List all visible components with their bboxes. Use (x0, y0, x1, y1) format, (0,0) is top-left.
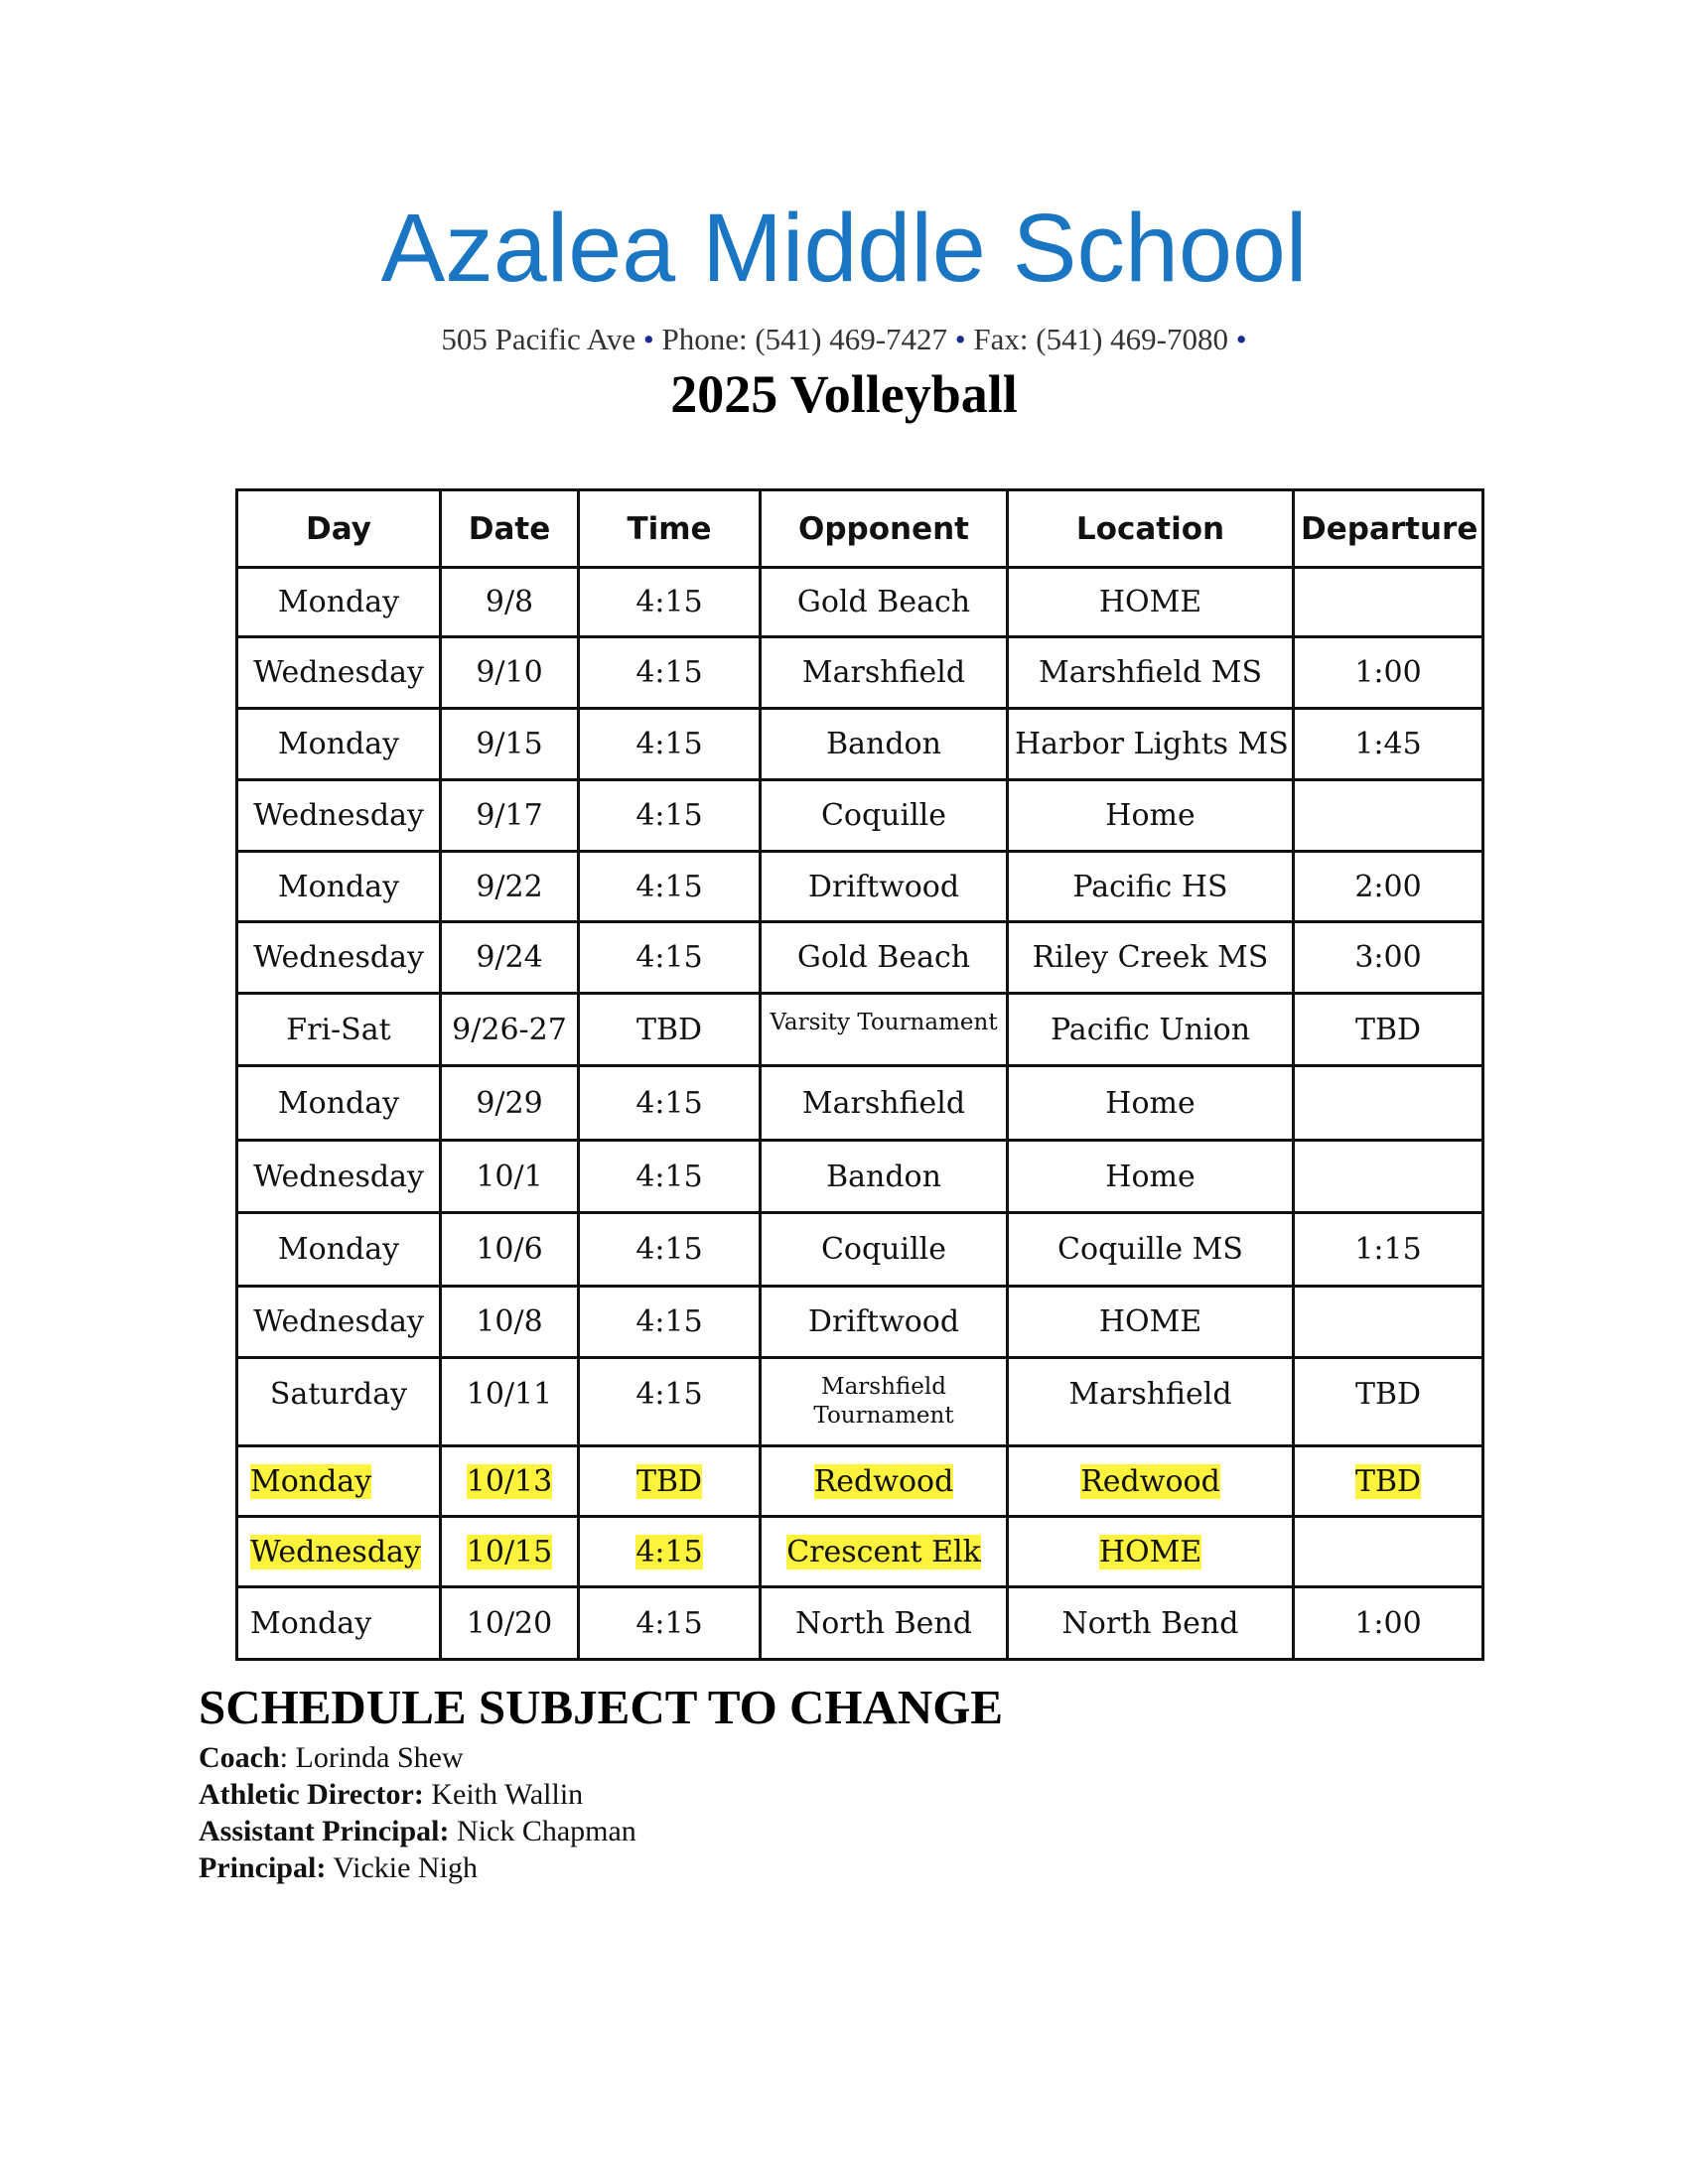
cell-date: 10/11 (441, 1358, 579, 1446)
cell-time: 4:15 (579, 1287, 761, 1358)
highlighted-text: HOME (1098, 1534, 1202, 1570)
bullet-separator: • (642, 322, 654, 356)
highlighted-text: Crescent Elk (786, 1534, 981, 1570)
cell-day: Wednesday (237, 922, 441, 994)
cell-time: 4:15 (579, 637, 761, 709)
table-row (237, 1141, 1483, 1213)
cell-location: Coquille MS (1008, 1213, 1294, 1287)
highlighted-text: 4:15 (635, 1534, 703, 1570)
opponent-line: Marshfield (821, 1374, 946, 1400)
cell-opponent: Varsity Tournament (761, 994, 1008, 1066)
fax-number: Fax: (541) 469-7080 (973, 322, 1228, 356)
cell-date: 10/20 (441, 1587, 579, 1660)
highlighted-text: Redwood (1080, 1463, 1220, 1499)
cell-opponent: Gold Beach (761, 922, 1008, 994)
cell-day (237, 1446, 441, 1517)
table-row (237, 994, 1483, 1066)
table-row (237, 1066, 1483, 1141)
cell-day: Monday (237, 1066, 441, 1141)
staff-role: Principal: (199, 1851, 327, 1884)
cell-departure (1294, 568, 1483, 637)
table-row (237, 1213, 1483, 1287)
highlighted-text: Redwood (813, 1463, 954, 1499)
cell-departure: 1:45 (1294, 709, 1483, 780)
highlighted-text: Wednesday (250, 1534, 421, 1570)
cell-departure (1294, 780, 1483, 852)
cell-date: 9/29 (441, 1066, 579, 1141)
table-row (237, 780, 1483, 852)
staff-line (199, 1813, 636, 1849)
cell-time: 4:15 (579, 1358, 761, 1446)
cell-day: Saturday (237, 1358, 441, 1446)
cell-opponent: Bandon (761, 709, 1008, 780)
cell-day: Monday (237, 568, 441, 637)
cell-location: Pacific Union (1008, 994, 1294, 1066)
table-header-row (237, 490, 1483, 568)
opponent-line: Tournament (813, 1403, 954, 1429)
cell-location: Home (1008, 1066, 1294, 1141)
cell-departure (1294, 1517, 1483, 1587)
document-title: 2025 Volleyball (670, 364, 1018, 424)
cell-day (237, 1517, 441, 1587)
staff-name: Lorinda Shew (295, 1741, 464, 1774)
cell-day: Monday (237, 1213, 441, 1287)
cell-departure: 1:00 (1294, 637, 1483, 709)
table-row (237, 922, 1483, 994)
school-name: Azalea Middle School (380, 194, 1308, 302)
cell-date: 9/26-27 (441, 994, 579, 1066)
contact-line (0, 320, 1688, 359)
cell-date: 9/24 (441, 922, 579, 994)
highlighted-text: Monday (250, 1463, 372, 1499)
staff-name: Vickie Nigh (333, 1851, 478, 1884)
cell-departure: 1:00 (1294, 1587, 1483, 1660)
cell-time: 4:15 (579, 922, 761, 994)
cell-location: North Bend (1008, 1587, 1294, 1660)
staff-name: Nick Chapman (457, 1815, 636, 1847)
cell-date: 9/10 (441, 637, 579, 709)
table-row (237, 1587, 1483, 1660)
column-header-day: Day (237, 490, 441, 568)
cell-date: 9/22 (441, 852, 579, 922)
cell-time: 4:15 (579, 709, 761, 780)
table-row (237, 709, 1483, 780)
table-row (237, 852, 1483, 922)
cell-location (1008, 1517, 1294, 1587)
cell-time: 4:15 (579, 780, 761, 852)
cell-time: TBD (579, 994, 761, 1066)
cell-time (579, 1517, 761, 1587)
column-header-location: Location (1008, 490, 1294, 568)
cell-location: Pacific HS (1008, 852, 1294, 922)
cell-day: Wednesday (237, 637, 441, 709)
staff-role: Athletic Director: (199, 1778, 424, 1811)
cell-opponent: Marshfield (761, 1066, 1008, 1141)
cell-opponent: Bandon (761, 1141, 1008, 1213)
cell-opponent: Marshfield (761, 637, 1008, 709)
cell-date: 9/15 (441, 709, 579, 780)
cell-time: 4:15 (579, 1141, 761, 1213)
cell-day: Wednesday (237, 1141, 441, 1213)
cell-date: 9/17 (441, 780, 579, 852)
cell-departure: TBD (1294, 994, 1483, 1066)
cell-location: Marshfield (1008, 1358, 1294, 1446)
cell-day: Fri-Sat (237, 994, 441, 1066)
cell-departure (1294, 1141, 1483, 1213)
column-header-opponent: Opponent (761, 490, 1008, 568)
staff-role: Assistant Principal: (199, 1815, 450, 1847)
cell-date: 9/8 (441, 568, 579, 637)
cell-location: HOME (1008, 1287, 1294, 1358)
cell-time: 4:15 (579, 1066, 761, 1141)
cell-location: Home (1008, 780, 1294, 852)
cell-time: 4:15 (579, 568, 761, 637)
cell-opponent: Driftwood (761, 852, 1008, 922)
schedule-table (235, 488, 1484, 1661)
phone-number: Phone: (541) 469-7427 (661, 322, 948, 356)
table-row-highlighted (237, 1517, 1483, 1587)
staff-list (199, 1739, 636, 1886)
staff-role: Coach (199, 1741, 280, 1774)
cell-location: Riley Creek MS (1008, 922, 1294, 994)
column-header-date: Date (441, 490, 579, 568)
cell-date (441, 1517, 579, 1587)
highlighted-text: 10/15 (466, 1534, 553, 1570)
table-row (237, 568, 1483, 637)
table-row (237, 1287, 1483, 1358)
cell-location (1008, 1446, 1294, 1517)
bullet-separator: • (1235, 322, 1247, 356)
cell-departure (1294, 1066, 1483, 1141)
cell-date: 10/8 (441, 1287, 579, 1358)
column-header-departure: Departure (1294, 490, 1483, 568)
staff-line (199, 1849, 636, 1886)
address: 505 Pacific Ave (441, 322, 636, 356)
highlighted-text: 10/13 (466, 1463, 553, 1499)
highlighted-text: TBD (1354, 1463, 1422, 1499)
cell-location: Marshfield MS (1008, 637, 1294, 709)
cell-time (579, 1446, 761, 1517)
cell-day: Wednesday (237, 780, 441, 852)
cell-opponent (761, 1517, 1008, 1587)
staff-line (199, 1776, 636, 1813)
cell-time: 4:15 (579, 852, 761, 922)
cell-time: 4:15 (579, 1213, 761, 1287)
cell-opponent: North Bend (761, 1587, 1008, 1660)
cell-departure: 2:00 (1294, 852, 1483, 922)
cell-day: Monday (237, 1587, 441, 1660)
cell-opponent: Gold Beach (761, 568, 1008, 637)
cell-opponent: Driftwood (761, 1287, 1008, 1358)
table-row (237, 1358, 1483, 1446)
cell-location: Harbor Lights MS (1008, 709, 1294, 780)
schedule-change-notice: SCHEDULE SUBJECT TO CHANGE (199, 1680, 1004, 1734)
cell-date: 10/6 (441, 1213, 579, 1287)
cell-opponent: Coquille (761, 780, 1008, 852)
cell-date: 10/1 (441, 1141, 579, 1213)
cell-opponent (761, 1358, 1008, 1446)
table-row (237, 637, 1483, 709)
cell-departure: 1:15 (1294, 1213, 1483, 1287)
staff-name: Keith Wallin (431, 1778, 584, 1811)
cell-location: Home (1008, 1141, 1294, 1213)
table-row-highlighted (237, 1446, 1483, 1517)
cell-departure (1294, 1446, 1483, 1517)
cell-opponent (761, 1446, 1008, 1517)
cell-opponent: Coquille (761, 1213, 1008, 1287)
column-header-time: Time (579, 490, 761, 568)
cell-day: Wednesday (237, 1287, 441, 1358)
cell-day: Monday (237, 709, 441, 780)
staff-line: Coach: Lorinda Shew (199, 1741, 464, 1774)
cell-location: HOME (1008, 568, 1294, 637)
highlighted-text: TBD (635, 1463, 703, 1499)
bullet-separator: • (954, 322, 966, 356)
cell-departure (1294, 1287, 1483, 1358)
cell-day: Monday (237, 852, 441, 922)
cell-date (441, 1446, 579, 1517)
cell-departure: TBD (1294, 1358, 1483, 1446)
cell-departure: 3:00 (1294, 922, 1483, 994)
cell-time: 4:15 (579, 1587, 761, 1660)
